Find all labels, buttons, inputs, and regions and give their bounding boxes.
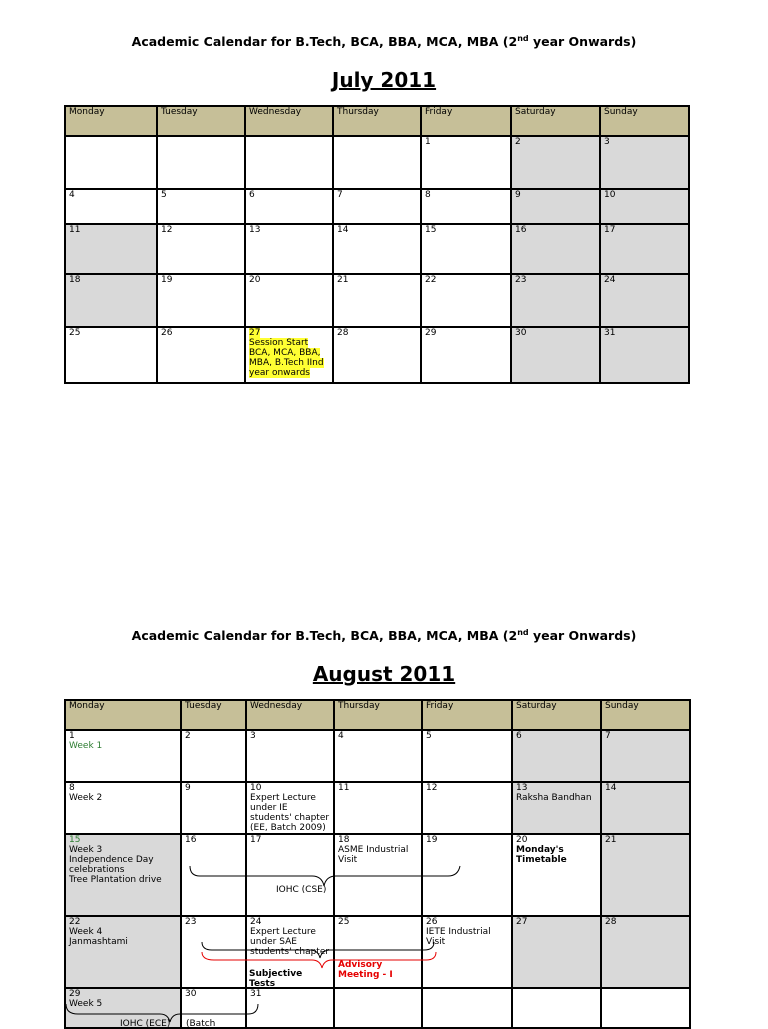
iohc-cse-label: IOHC (CSE) (276, 885, 327, 895)
day-cell (422, 916, 512, 988)
day-number: 10 (250, 783, 262, 793)
day-cell (334, 834, 422, 916)
day-cell: 16 (181, 834, 246, 916)
day-number: 22 (69, 917, 81, 927)
event-line: ASME Industrial (338, 845, 409, 855)
event-line: (EE, Batch 2009) (250, 823, 326, 833)
weekend-cell: 30 (511, 327, 600, 383)
day-cell (65, 730, 181, 782)
event-line: Tree Plantation drive (69, 875, 162, 885)
day-cell: 23 (181, 916, 246, 988)
day-cell (245, 136, 333, 189)
day-cell (65, 834, 181, 916)
day-number: 27 (249, 328, 261, 338)
weekend-cell: 28 (601, 916, 690, 988)
day-cell: 13 (245, 224, 333, 274)
weekday-header: Tuesday (157, 106, 245, 136)
week-row (65, 136, 689, 189)
event-line: Timetable (516, 855, 567, 865)
weekend-cell: 3 (600, 136, 689, 189)
day-number: 18 (338, 835, 350, 845)
calendar-heading-july (0, 34, 768, 49)
day-number: 26 (426, 917, 438, 927)
weekday-header: Thursday (334, 700, 422, 730)
day-cell: 5 (422, 730, 512, 782)
day-cell: 25 (65, 327, 157, 383)
day-cell: 6 (245, 189, 333, 224)
day-cell (157, 136, 245, 189)
week-label: Week 3 (69, 845, 103, 855)
session-start-cell (245, 327, 333, 383)
event-line: celebrations (69, 865, 125, 875)
event-line: Expert Lecture (250, 927, 316, 937)
weekday-header: Sunday (600, 106, 689, 136)
heading-sup: nd (517, 34, 529, 43)
weekday-header: Monday (65, 700, 181, 730)
day-cell (65, 136, 157, 189)
day-cell: 22 (421, 274, 511, 327)
day-cell: 30 (181, 988, 246, 1028)
day-cell: 18 (65, 274, 157, 327)
calendar-heading-august (0, 628, 768, 643)
day-cell: 19 (422, 834, 512, 916)
week-label: Week 4 (69, 927, 103, 937)
weekday-header: Saturday (511, 106, 600, 136)
weekday-header: Wednesday (246, 700, 334, 730)
weekday-header: Monday (65, 106, 157, 136)
day-cell (246, 782, 334, 834)
day-cell (65, 916, 181, 988)
day-cell (422, 988, 512, 1028)
weekday-header: Tuesday (181, 700, 246, 730)
day-cell: 8 (421, 189, 511, 224)
week-row (65, 224, 689, 274)
week-label: Week 1 (69, 741, 103, 751)
day-cell: 31 (246, 988, 334, 1028)
day-cell: 1 (421, 136, 511, 189)
day-cell: 28 (333, 327, 421, 383)
event-line: IETE Industrial (426, 927, 491, 937)
day-cell: 12 (422, 782, 512, 834)
subjective-text: Tests (249, 979, 276, 989)
day-cell (601, 988, 690, 1028)
day-cell: 11 (334, 782, 422, 834)
weekend-cell: 6 (512, 730, 601, 782)
subjective-tests-label (249, 969, 302, 989)
session-line: year onwards (249, 368, 310, 378)
day-cell (333, 136, 421, 189)
day-cell: 4 (334, 730, 422, 782)
session-line: MBA, B.Tech IInd (249, 358, 324, 368)
event-line: under SAE (250, 937, 297, 947)
week-row (65, 327, 689, 383)
batch-label: (Batch (186, 1019, 216, 1029)
weekend-cell: 24 (600, 274, 689, 327)
event-line: students' chapter (250, 813, 330, 823)
heading-tail: year Onwards) (528, 34, 637, 50)
event-line: Visit (338, 855, 358, 865)
heading-sup: nd (517, 628, 529, 637)
weekend-cell: 16 (511, 224, 600, 274)
weekday-header: Saturday (512, 700, 601, 730)
event-line: Independence Day (69, 855, 154, 865)
heading-tail: year Onwards) (528, 628, 637, 644)
weekend-cell: 31 (600, 327, 689, 383)
weekday-header: Wednesday (245, 106, 333, 136)
day-cell: 19 (157, 274, 245, 327)
subjective-text: Subjective (249, 969, 303, 979)
day-number: 8 (69, 783, 75, 793)
heading-text: Academic Calendar for B.Tech, BCA, BBA, MCA, MBA (2 (131, 34, 518, 50)
day-number: 29 (69, 989, 81, 999)
day-number: 20 (516, 835, 528, 845)
day-cell: 14 (333, 224, 421, 274)
weekend-cell: 7 (601, 730, 690, 782)
week-row (65, 834, 690, 916)
month-title-august: August 2011 (312, 662, 456, 686)
week-row (65, 189, 689, 224)
event-line: students' chapter (250, 947, 330, 957)
day-number: 1 (69, 731, 75, 741)
weekend-cell (512, 782, 601, 834)
weekday-header: Sunday (601, 700, 690, 730)
weekend-cell: 2 (511, 136, 600, 189)
day-cell: 20 (245, 274, 333, 327)
day-cell: 3 (246, 730, 334, 782)
advisory-line (338, 960, 393, 980)
day-cell (512, 988, 601, 1028)
session-line: Session Start (249, 338, 309, 348)
weekday-header-row (65, 700, 690, 730)
event-line: Visit (426, 937, 446, 947)
month-title-july: July 2011 (331, 68, 437, 92)
day-cell: 15 (421, 224, 511, 274)
session-line: BCA, MCA, BBA, (249, 348, 321, 358)
week-label: Week 5 (69, 999, 103, 1009)
advisory-text: Advisory (338, 960, 383, 970)
week-row (65, 730, 690, 782)
weekday-header-row (65, 106, 689, 136)
heading-text: Academic Calendar for B.Tech, BCA, BBA, MCA, MBA (2 (131, 628, 518, 644)
day-cell: 17 (246, 834, 334, 916)
weekend-cell: 14 (601, 782, 690, 834)
weekday-header: Thursday (333, 106, 421, 136)
day-cell: 9 (181, 782, 246, 834)
event-line: Raksha Bandhan (516, 793, 592, 803)
day-cell (512, 834, 601, 916)
weekend-cell: 17 (600, 224, 689, 274)
weekday-header: Friday (422, 700, 512, 730)
day-cell: 4 (65, 189, 157, 224)
weekend-cell: 21 (601, 834, 690, 916)
day-cell: 11 (65, 224, 157, 274)
day-cell: 7 (333, 189, 421, 224)
weekend-cell: 27 (512, 916, 601, 988)
advisory-text: Meeting - I (338, 970, 393, 980)
day-number: 15 (69, 835, 81, 845)
day-cell (65, 782, 181, 834)
day-cell: 25 (334, 916, 422, 988)
day-cell: 26 (157, 327, 245, 383)
day-number: 13 (516, 783, 528, 793)
day-cell: 5 (157, 189, 245, 224)
iohc-ece-label: IOHC (ECE) (120, 1019, 171, 1029)
day-cell: 29 (421, 327, 511, 383)
weekday-header: Friday (421, 106, 511, 136)
event-line: Monday's (516, 845, 564, 855)
day-cell: 21 (333, 274, 421, 327)
event-line: Janmashtami (69, 937, 128, 947)
weekend-cell: 10 (600, 189, 689, 224)
weekend-cell: 9 (511, 189, 600, 224)
week-row (65, 274, 689, 327)
day-cell: 2 (181, 730, 246, 782)
july-calendar-table (64, 105, 690, 384)
weekend-cell: 23 (511, 274, 600, 327)
week-row (65, 782, 690, 834)
event-line: Expert Lecture (250, 793, 316, 803)
day-cell: 12 (157, 224, 245, 274)
event-line: under IE (250, 803, 288, 813)
day-cell (334, 988, 422, 1028)
day-number: 24 (250, 917, 262, 927)
week-label: Week 2 (69, 793, 103, 803)
